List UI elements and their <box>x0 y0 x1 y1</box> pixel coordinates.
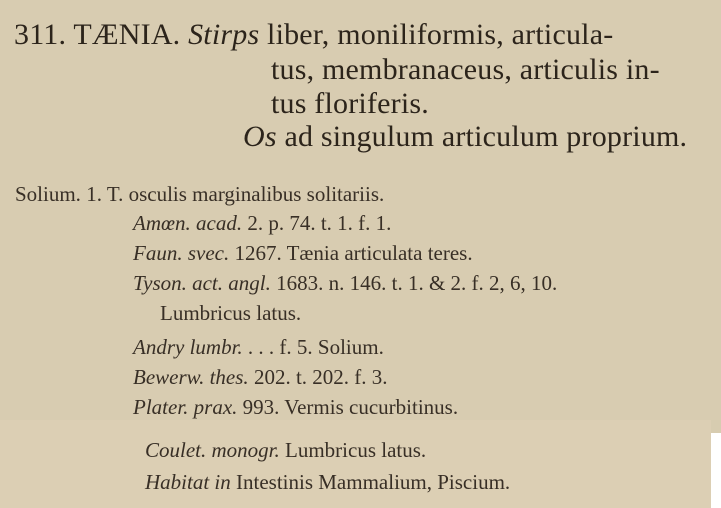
reference-source: Faun. svec. <box>133 241 230 265</box>
reference-line <box>145 440 426 461</box>
reference-source: Bewerw. thes. <box>133 365 249 389</box>
reference-detail: Lumbricus latus. <box>160 301 302 325</box>
reference-source: Andry lumbr. <box>133 335 243 359</box>
habitat-line <box>145 472 510 493</box>
reference-line <box>133 243 473 264</box>
genus-heading-line <box>14 20 613 50</box>
genus-os-italic: Os <box>243 120 277 153</box>
species-diagnosis-line <box>15 184 384 205</box>
reference-detail: Lumbricus latus. <box>285 438 427 462</box>
genus-os-line <box>243 122 687 152</box>
reference-source: Plater. prax. <box>133 395 238 419</box>
species-name: Solium. <box>15 182 81 206</box>
reference-line <box>133 337 384 358</box>
reference-line <box>133 397 458 418</box>
genus-description-italic: Stirps <box>188 18 260 51</box>
reference-line <box>133 213 391 234</box>
reference-detail: 202. t. 202. f. 3. <box>253 365 388 389</box>
reference-detail: 1683. n. 146. t. 1. & 2. f. 2, 6, 10. <box>276 271 558 295</box>
reference-source: Tyson. act. angl. <box>133 271 271 295</box>
species-number: 1. <box>86 182 102 206</box>
habitat-label: Habitat in <box>145 470 231 494</box>
reference-source: Amœn. acad. <box>133 211 243 235</box>
page-lower-region <box>0 420 711 508</box>
genus-number: 311. <box>14 18 67 51</box>
reference-detail: 993. Vermis cucurbitinus. <box>242 395 459 419</box>
genus-description-line-2: tus, membranaceus, articulis in- <box>271 53 660 86</box>
reference-source: Coulet. monogr. <box>145 438 280 462</box>
reference-continuation-line <box>160 303 301 324</box>
reference-detail: . . . f. 5. Solium. <box>247 335 384 359</box>
genus-os-text: ad singulum articulum proprium. <box>284 120 688 153</box>
reference-line <box>133 273 557 294</box>
genus-description-line-3: tus floriferis. <box>271 87 429 120</box>
genus-description-line-1: liber, moniliformis, articula- <box>267 18 614 51</box>
reference-detail: 2. p. 74. t. 1. f. 1. <box>247 211 392 235</box>
habitat-text: Intestinis Mammalium, Piscium. <box>236 470 511 494</box>
reference-line <box>133 367 388 388</box>
genus-name: TÆNIA. <box>73 18 181 51</box>
species-diagnosis: T. osculis marginalibus solitariis. <box>106 182 385 206</box>
reference-detail: 1267. Tænia articulata teres. <box>234 241 473 265</box>
blank-corner <box>711 433 721 508</box>
